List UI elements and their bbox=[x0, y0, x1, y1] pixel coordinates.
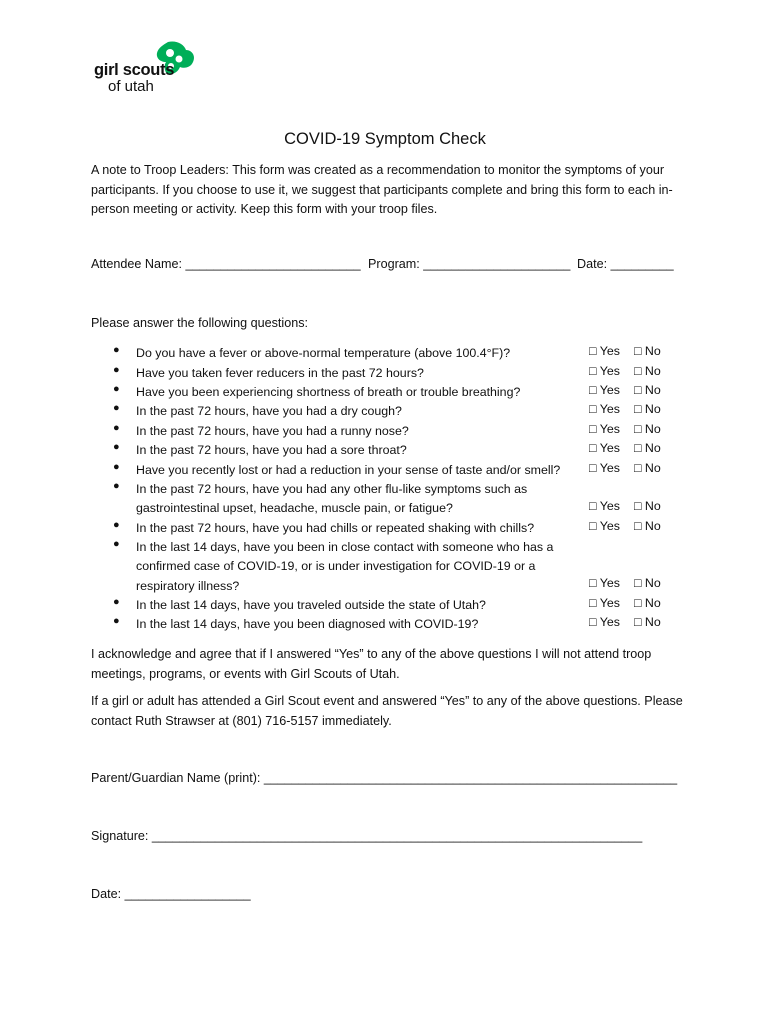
question-text: In the past 72 hours, have you had a runny nose? bbox=[136, 424, 409, 438]
question-text: Have you been experiencing shortness of breath or trouble breathing? bbox=[136, 385, 521, 399]
page-title: COVID-19 Symptom Check bbox=[284, 130, 486, 148]
question-text: In the last 14 days, have you traveled outside the state of Utah? bbox=[136, 598, 486, 612]
no-checkbox[interactable]: □ No bbox=[634, 499, 661, 513]
bullet-icon: ● bbox=[113, 461, 120, 473]
no-checkbox[interactable]: □ No bbox=[634, 519, 661, 533]
acknowledgement-text: I acknowledge and agree that if I answered “Yes” to any of the above questions I will not attend troop meetings, programs, or events with Girl Scouts of Utah. bbox=[91, 647, 652, 681]
questions-prompt: Please answer the following questions: bbox=[91, 316, 309, 330]
yes-checkbox[interactable]: □ Yes bbox=[589, 461, 620, 475]
question-text: In the last 14 days, have you been diagnosed with COVID-19? bbox=[136, 617, 479, 631]
yes-checkbox[interactable]: □ Yes bbox=[589, 499, 620, 513]
yes-checkbox[interactable]: □ Yes bbox=[589, 615, 620, 629]
contact-text: If a girl or adult has attended a Girl Scout event and answered “Yes” to any of the above questions. Please contact Ruth Strawser at (801) 716-5157 immediately. bbox=[91, 694, 683, 728]
no-checkbox[interactable]: □ No bbox=[634, 383, 661, 397]
yes-checkbox[interactable]: □ Yes bbox=[589, 576, 620, 590]
girl-scouts-logo bbox=[94, 40, 204, 100]
bullet-icon: ● bbox=[113, 344, 120, 356]
yes-checkbox[interactable]: □ Yes bbox=[589, 383, 620, 397]
no-checkbox[interactable]: □ No bbox=[634, 402, 661, 416]
yes-checkbox[interactable]: □ Yes bbox=[589, 441, 620, 455]
bullet-icon: ● bbox=[113, 615, 120, 627]
no-checkbox[interactable]: □ No bbox=[634, 596, 661, 610]
question-text: In the past 72 hours, have you had a sore throat? bbox=[136, 443, 407, 457]
attendee-name-field[interactable]: Attendee Name: _________________________ bbox=[91, 257, 361, 271]
signature-date-field[interactable]: Date: __________________ bbox=[91, 887, 251, 901]
no-checkbox[interactable]: □ No bbox=[634, 344, 661, 358]
question-text: In the last 14 days, have you been in close contact with someone who has a confirmed case of COVID-19, or is under investigation for COVID-19 or a respiratory illness? bbox=[136, 540, 554, 593]
question-text: In the past 72 hours, have you had any other flu-like symptoms such as gastrointestinal upset, headache, muscle pain, or fatigue? bbox=[136, 482, 528, 516]
yes-checkbox[interactable]: □ Yes bbox=[589, 402, 620, 416]
yes-checkbox[interactable]: □ Yes bbox=[589, 519, 620, 533]
question-text: Have you taken fever reducers in the past 72 hours? bbox=[136, 366, 424, 380]
yes-checkbox[interactable]: □ Yes bbox=[589, 596, 620, 610]
logo-wordmark-line2: of utah bbox=[108, 78, 154, 95]
no-checkbox[interactable]: □ No bbox=[634, 422, 661, 436]
question-text: In the past 72 hours, have you had a dry cough? bbox=[136, 404, 402, 418]
guardian-name-field[interactable]: Parent/Guardian Name (print): ___________________________________________________________ bbox=[91, 771, 678, 785]
no-checkbox[interactable]: □ No bbox=[634, 441, 661, 455]
question-text: Do you have a fever or above-normal temperature (above 100.4°F)? bbox=[136, 346, 511, 360]
yes-checkbox[interactable]: □ Yes bbox=[589, 344, 620, 358]
bullet-icon: ● bbox=[113, 422, 120, 434]
no-checkbox[interactable]: □ No bbox=[634, 576, 661, 590]
bullet-icon: ● bbox=[113, 538, 120, 550]
bullet-icon: ● bbox=[113, 441, 120, 453]
no-checkbox[interactable]: □ No bbox=[634, 615, 661, 629]
no-checkbox[interactable]: □ No bbox=[634, 461, 661, 475]
bullet-icon: ● bbox=[113, 402, 120, 414]
yes-checkbox[interactable]: □ Yes bbox=[589, 422, 620, 436]
troop-leader-note: A note to Troop Leaders: This form was created as a recommendation to monitor the symptoms of your participants. If you choose to use it, we suggest that participants complete and bring this form to each in-person meeting or activity. Keep this form with your troop files. bbox=[91, 163, 673, 216]
signature-field[interactable]: Signature: ______________________________________________________________________ bbox=[91, 829, 643, 843]
bullet-icon: ● bbox=[113, 596, 120, 608]
bullet-icon: ● bbox=[113, 519, 120, 531]
program-field[interactable]: Program: _____________________ bbox=[368, 257, 571, 271]
bullet-icon: ● bbox=[113, 480, 120, 492]
date-field[interactable]: Date: _________ bbox=[577, 257, 674, 271]
question-text: Have you recently lost or had a reduction in your sense of taste and/or smell? bbox=[136, 463, 561, 477]
question-text: In the past 72 hours, have you had chills or repeated shaking with chills? bbox=[136, 521, 535, 535]
no-checkbox[interactable]: □ No bbox=[634, 364, 661, 378]
bullet-icon: ● bbox=[113, 383, 120, 395]
yes-checkbox[interactable]: □ Yes bbox=[589, 364, 620, 378]
bullet-icon: ● bbox=[113, 364, 120, 376]
logo-wordmark-line1: girl scouts bbox=[94, 61, 175, 79]
